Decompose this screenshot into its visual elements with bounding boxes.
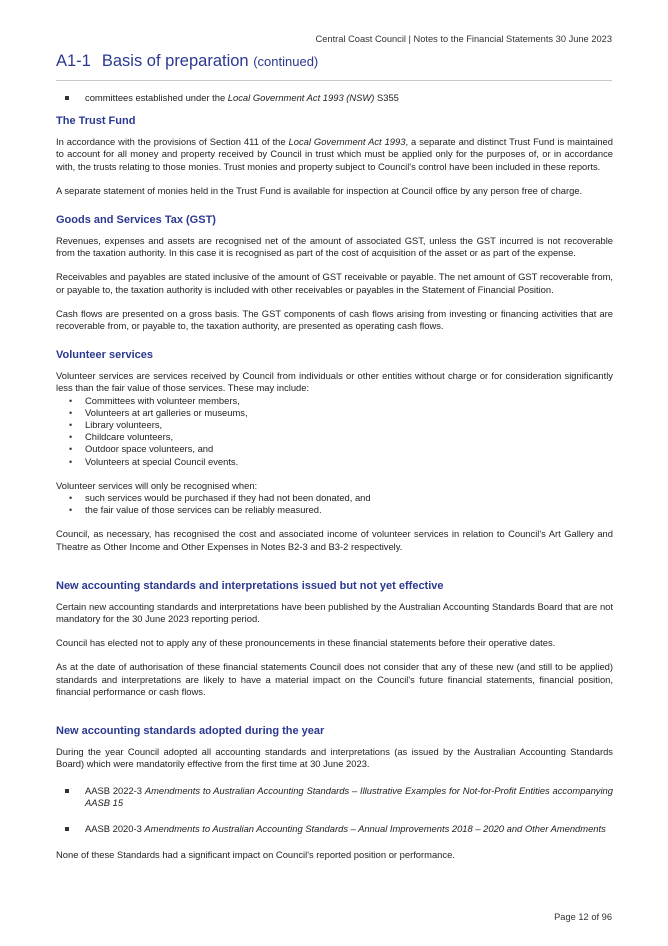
heading-trust-fund: The Trust Fund xyxy=(56,115,136,128)
list-item: • the fair value of those services can be reliably measured. xyxy=(69,504,322,516)
volunteer-paragraph-3: Council, as necessary, has recognised the cost and associated income of volunteer services in relation to Council's Art Gallery and Theatre as Other Income and Other Expenses in Notes B2-3 and B3-2 respectively. xyxy=(56,528,613,552)
heading-new-standards-adopted: New accounting standards adopted during the year xyxy=(56,725,325,738)
section-title-text: Basis of preparation xyxy=(101,52,249,70)
list-item: committees established under the Local Government Act 1993 (NSW) S355 xyxy=(56,92,613,104)
list-item: • such services would be purchased if they had not been donated, and xyxy=(69,492,371,504)
gst-paragraph-1: Revenues, expenses and assets are recognised net of the amount of associated GST, unless the GST incurred is not recoverable from the taxation authority. In this case it is recognised as part of the cost of acquisition of the asset or as part of the expense. xyxy=(56,235,613,259)
page-content xyxy=(56,92,613,873)
trust-fund-paragraph-1: In accordance with the provisions of Section 411 of the Local Government Act 1993, a separate and distinct Trust Fund is maintained to account for all money and property received by Council in trust which must be applied only for the purposes of, or in accordance with, the trusts relating to those monies. Trust monies and property subject to Council's control have been included in these reports. xyxy=(56,136,613,172)
square-bullet-icon xyxy=(65,96,69,100)
bullet-icon: • xyxy=(69,505,73,516)
intro-list xyxy=(56,92,613,104)
bullet-icon: • xyxy=(69,407,73,418)
list-item: AASB 2020-3 Amendments to Australian Accounting Standards – Annual Improvements 2018 – 2020 and Other Amendments xyxy=(56,823,613,835)
not-effective-paragraph-2: Council has elected not to apply any of these pronouncements in these financial statements before their operative dates. xyxy=(56,637,556,649)
trust-fund-paragraph-2: A separate statement of monies held in the Trust Fund is available for inspection at Council office by any person free of charge. xyxy=(56,184,583,196)
adopted-paragraph-1: During the year Council adopted all accounting standards and interpretations (as issued by the Australian Accounting Standards Board) which were mandatorily effective from the first time at 30 June 2023. xyxy=(56,746,613,770)
volunteer-conditions-list xyxy=(56,492,613,516)
list-item: AASB 2022-3 Amendments to Australian Accounting Standards – Illustrative Examples for Not-for-Profit Entities accompanying AASB 15 xyxy=(56,785,613,809)
bullet-icon: • xyxy=(69,432,73,443)
square-bullet-icon xyxy=(65,789,69,793)
list-item: • Volunteers at art galleries or museums, xyxy=(69,406,248,418)
gst-paragraph-2: Receivables and payables are stated inclusive of the amount of GST receivable or payable. The net amount of GST recoverable from, or payable to, the taxation authority is included with other receivables or payables in the Statement of Financial Position. xyxy=(56,271,613,295)
adopted-standards-list xyxy=(56,785,613,836)
section-title-continued: (continued) xyxy=(253,54,319,69)
heading-new-standards-not-effective: New accounting standards and interpretations issued but not yet effective xyxy=(56,579,444,592)
bullet-icon: • xyxy=(69,444,73,455)
list-item: • Committees with volunteer members, xyxy=(69,394,240,406)
volunteer-paragraph-2: Volunteer services will only be recognised when: xyxy=(56,479,258,491)
section-title xyxy=(56,52,318,71)
not-effective-paragraph-1: Certain new accounting standards and interpretations have been published by the Australian Accounting Standards Board that are not mandatory for the 30 June 2023 reporting period. xyxy=(56,600,613,625)
gst-paragraph-3: Cash flows are presented on a gross basis. The GST components of cash flows arising from investing or financing activities that are recoverable from, or payable to, the taxation authority, are presented as operating cash flows. xyxy=(56,307,613,332)
bullet-icon: • xyxy=(69,493,73,504)
bullet-icon: • xyxy=(69,395,73,406)
page-number: Page 12 of 96 xyxy=(554,912,612,922)
square-bullet-icon xyxy=(65,827,69,831)
list-item: • Volunteers at special Council events. xyxy=(69,455,239,467)
list-item: • Childcare volunteers, xyxy=(69,431,174,443)
bullet-icon: • xyxy=(69,420,73,431)
list-item: • Library volunteers, xyxy=(69,419,163,431)
not-effective-paragraph-3: As at the date of authorisation of these financial statements Council does not consider that any of these new (and still to be applied) standards and interpretations are likely to have a material impact on the Council's future financial statements, financial position, financial performance or cash flows. xyxy=(56,661,613,697)
volunteer-paragraph-1: Volunteer services are services received by Council from individuals or other entities without charge or for consideration significantly less than the fair value of those services. These may include: xyxy=(56,370,613,394)
section-number: A1-1 xyxy=(56,52,91,70)
heading-gst: Goods and Services Tax (GST) xyxy=(56,214,216,227)
list-item: • Outdoor space volunteers, and xyxy=(69,443,214,455)
heading-volunteer-services: Volunteer services xyxy=(56,349,154,362)
title-divider xyxy=(56,80,612,81)
running-header: Central Coast Council | Notes to the Financial Statements 30 June 2023 xyxy=(315,34,612,44)
bullet-icon: • xyxy=(69,456,73,467)
adopted-paragraph-2: None of these Standards had a significant impact on Council's reported position or performance. xyxy=(56,849,455,861)
volunteer-types-list xyxy=(56,395,613,468)
